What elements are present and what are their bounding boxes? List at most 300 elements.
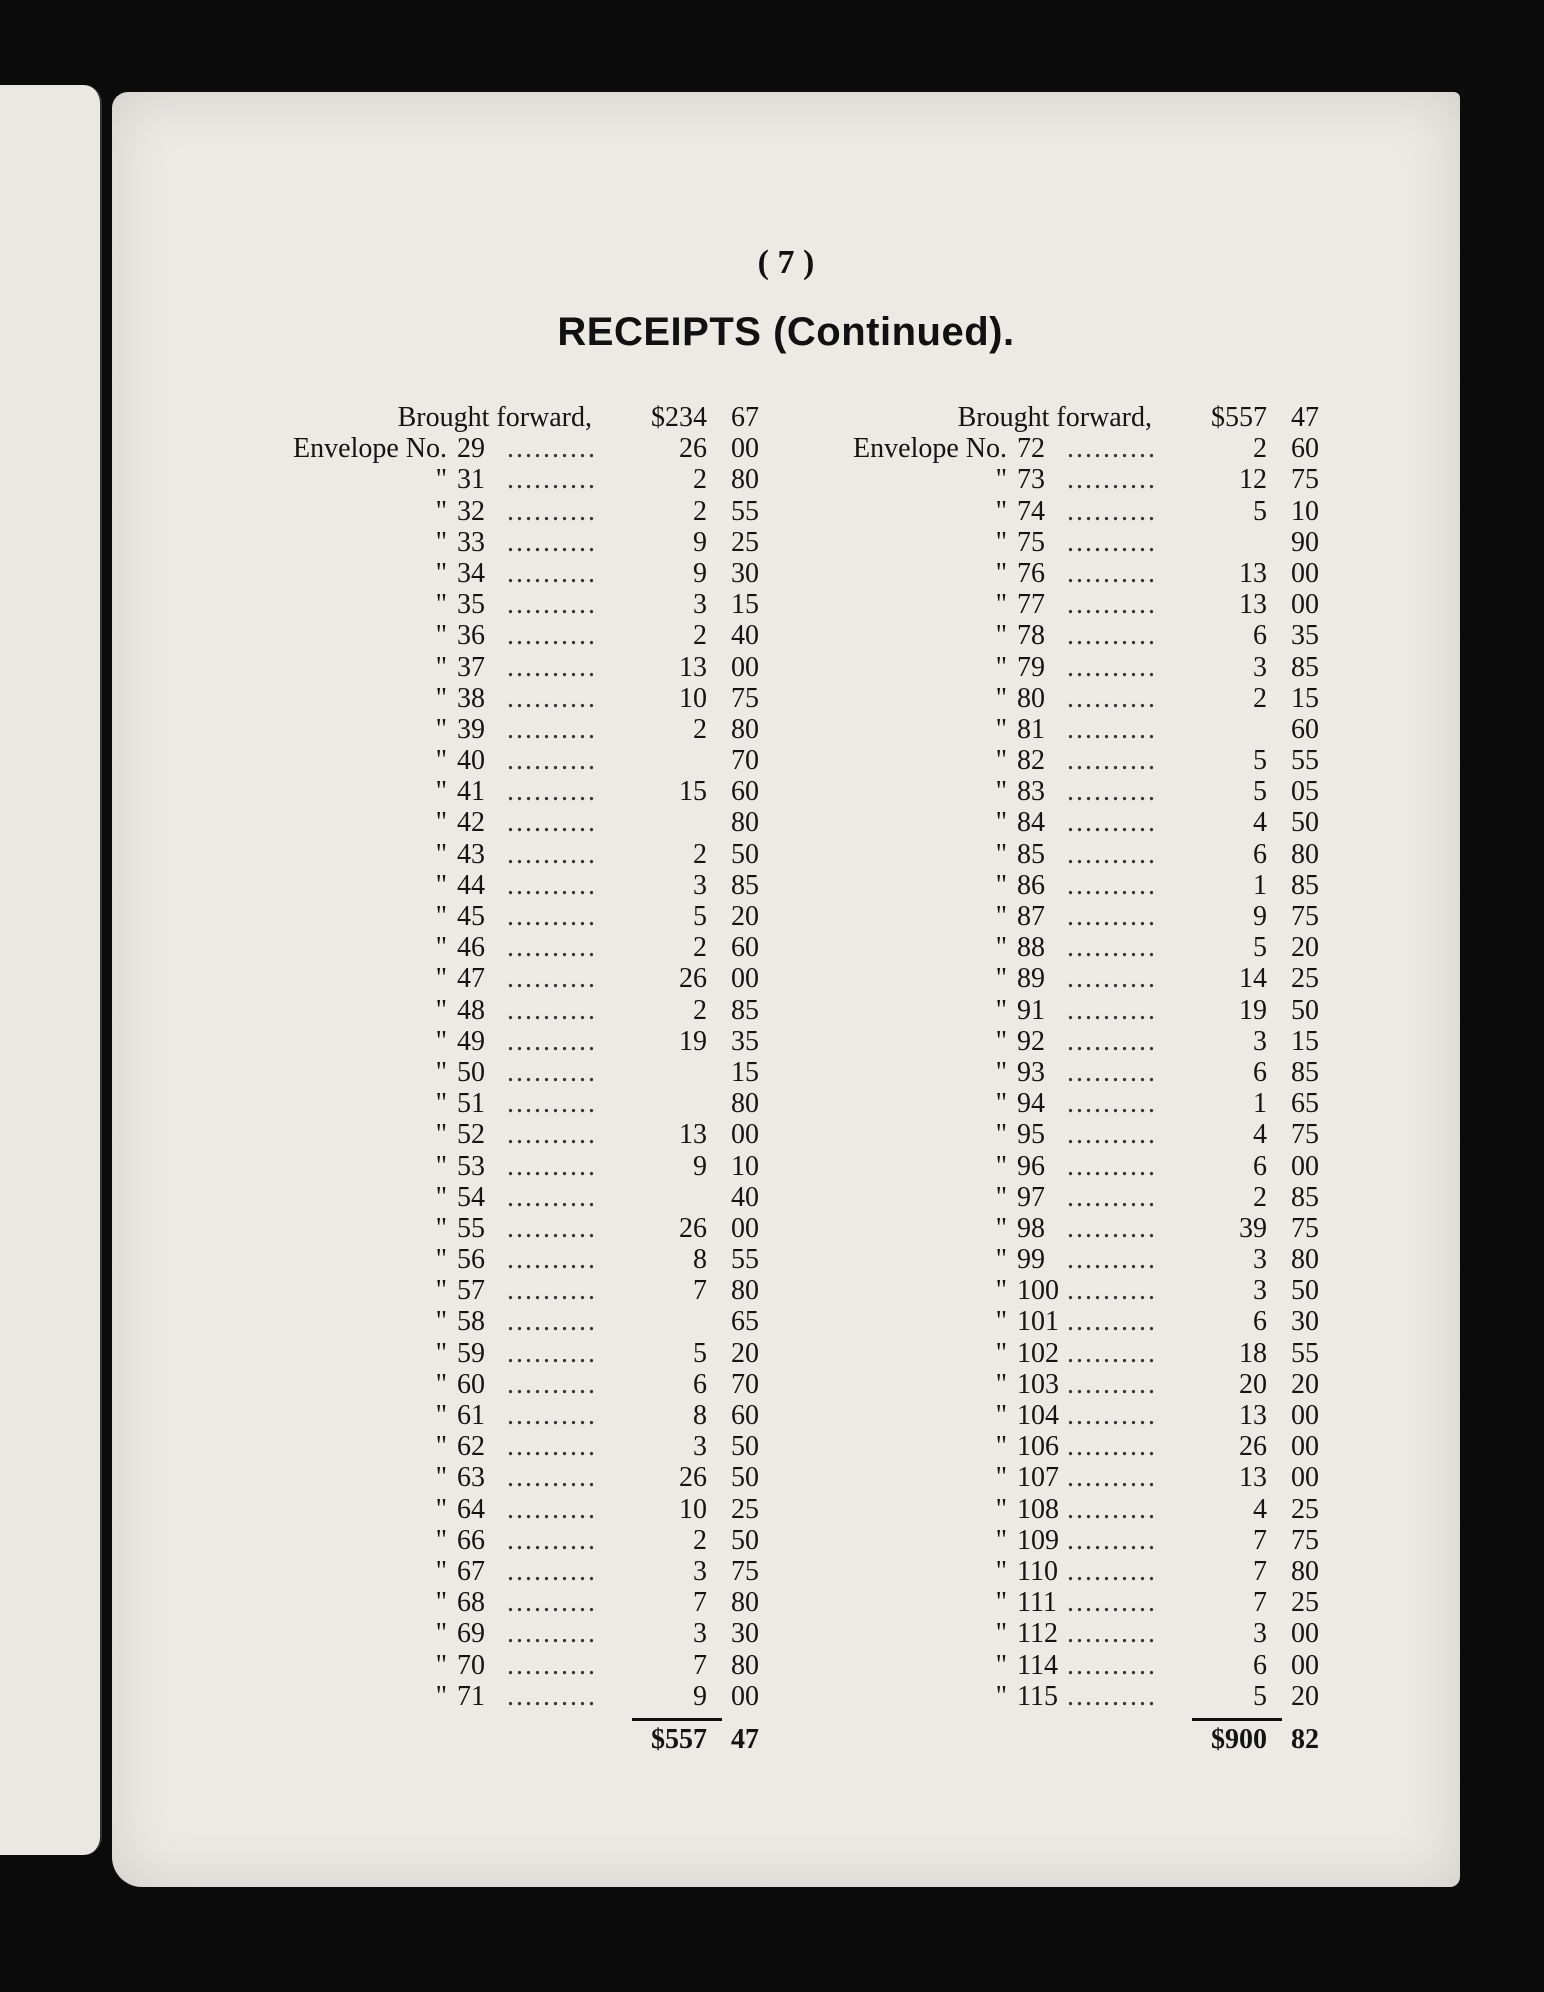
- amount-cents: 80: [731, 1649, 759, 1681]
- envelope-row: [252, 901, 812, 932]
- amount-cents: 60: [1291, 713, 1319, 745]
- envelope-number: 67: [457, 1555, 485, 1587]
- envelope-number: 62: [457, 1431, 485, 1463]
- envelope-number: 49: [457, 1025, 485, 1057]
- amount-cents: 30: [731, 557, 759, 589]
- envelope-row: [812, 1431, 1372, 1462]
- leader-dots: ..........: [507, 1088, 597, 1120]
- amount-cents: 15: [1291, 1025, 1319, 1057]
- leader-dots: ..........: [507, 1493, 597, 1525]
- amount-cents: 00: [731, 433, 759, 465]
- envelope-row: [252, 1587, 812, 1618]
- envelope-label: ": [995, 1337, 1007, 1369]
- leader-dots: ..........: [507, 963, 597, 995]
- total-cents: 47: [731, 1723, 759, 1755]
- envelope-label: ": [435, 1181, 447, 1213]
- document-page: [112, 92, 1460, 1887]
- envelope-number: 96: [1017, 1150, 1045, 1182]
- amount-dollars: 3: [693, 869, 707, 901]
- envelope-label: ": [435, 1368, 447, 1400]
- envelope-row: [812, 963, 1372, 994]
- envelope-row: [812, 1462, 1372, 1493]
- leader-dots: ..........: [507, 1212, 597, 1244]
- amount-cents: 60: [1291, 433, 1319, 465]
- envelope-number: 97: [1017, 1181, 1045, 1213]
- amount-dollars: 6: [1253, 1150, 1267, 1182]
- amount-cents: 65: [1291, 1088, 1319, 1120]
- amount-cents: 00: [731, 1212, 759, 1244]
- envelope-number: 44: [457, 869, 485, 901]
- brought-forward-dollars: $557: [1211, 402, 1267, 433]
- leader-dots: ..........: [1067, 994, 1157, 1026]
- leader-dots: ..........: [507, 1150, 597, 1182]
- amount-dollars: 8: [693, 1400, 707, 1431]
- envelope-number: 37: [457, 651, 485, 683]
- leader-dots: ..........: [507, 557, 597, 589]
- envelope-number: 109: [1017, 1524, 1059, 1556]
- amount-dollars: 9: [693, 526, 707, 558]
- amount-cents: 70: [731, 1368, 759, 1400]
- amount-dollars: 9: [693, 1150, 707, 1182]
- envelope-label: ": [435, 1649, 447, 1681]
- envelope-number: 56: [457, 1244, 485, 1276]
- amount-cents: 30: [731, 1618, 759, 1650]
- amount-cents: 75: [1291, 464, 1319, 496]
- envelope-label: ": [435, 1680, 447, 1712]
- leader-dots: ..........: [1067, 1400, 1157, 1431]
- leader-dots: ..........: [1067, 464, 1157, 496]
- leader-dots: ..........: [1067, 807, 1157, 839]
- envelope-row: [252, 1650, 812, 1681]
- leader-dots: ..........: [507, 745, 597, 777]
- envelope-row: [252, 1369, 812, 1400]
- amount-dollars: 14: [1239, 963, 1267, 995]
- leader-dots: ..........: [1067, 589, 1157, 621]
- envelope-number: 101: [1017, 1306, 1059, 1338]
- amount-dollars: 7: [1253, 1555, 1267, 1587]
- leader-dots: ..........: [1067, 713, 1157, 745]
- leader-dots: ..........: [507, 713, 597, 745]
- leader-dots: ..........: [1067, 776, 1157, 808]
- envelope-row: [252, 433, 812, 464]
- amount-dollars: 13: [679, 1119, 707, 1151]
- leader-dots: ..........: [1067, 1649, 1157, 1681]
- leader-dots: ..........: [1067, 1212, 1157, 1244]
- amount-cents: 55: [731, 495, 759, 527]
- envelope-label: ": [435, 1119, 447, 1151]
- envelope-row: [812, 839, 1372, 870]
- envelope-number: 103: [1017, 1368, 1059, 1400]
- envelope-number: 48: [457, 994, 485, 1026]
- envelope-number: 38: [457, 682, 485, 714]
- leader-dots: ..........: [1067, 869, 1157, 901]
- envelope-label: ": [435, 932, 447, 964]
- envelope-label: ": [435, 1056, 447, 1088]
- envelope-label: ": [995, 526, 1007, 558]
- envelope-row: [252, 1213, 812, 1244]
- leader-dots: ..........: [1067, 1056, 1157, 1088]
- envelope-row: [812, 776, 1372, 807]
- envelope-label: ": [995, 682, 1007, 714]
- leader-dots: ..........: [507, 1462, 597, 1494]
- envelope-number: 102: [1017, 1337, 1059, 1369]
- envelope-number: 78: [1017, 620, 1045, 652]
- total-row: [252, 1724, 812, 1755]
- envelope-label: ": [435, 1337, 447, 1369]
- envelope-number: 50: [457, 1056, 485, 1088]
- amount-cents: 75: [731, 1555, 759, 1587]
- amount-dollars: 3: [1253, 651, 1267, 683]
- leader-dots: ..........: [507, 838, 597, 870]
- envelope-row: [252, 620, 812, 651]
- leader-dots: ..........: [1067, 1337, 1157, 1369]
- envelope-row: [812, 1275, 1372, 1306]
- envelope-row: [252, 1057, 812, 1088]
- envelope-row: [812, 1400, 1372, 1431]
- envelope-row: [252, 496, 812, 527]
- envelope-label: ": [995, 1555, 1007, 1587]
- envelope-row: [252, 1275, 812, 1306]
- envelope-number: 59: [457, 1337, 485, 1369]
- envelope-row: [812, 932, 1372, 963]
- envelope-number: 53: [457, 1150, 485, 1182]
- envelope-label: ": [435, 1150, 447, 1182]
- envelope-row: [252, 1494, 812, 1525]
- leader-dots: ..........: [1067, 1088, 1157, 1120]
- leader-dots: ..........: [1067, 1025, 1157, 1057]
- envelope-label: ": [435, 464, 447, 496]
- amount-cents: 85: [731, 994, 759, 1026]
- envelope-label: ": [435, 589, 447, 621]
- amount-cents: 60: [731, 932, 759, 964]
- leader-dots: ..........: [507, 1524, 597, 1556]
- envelope-label: ": [435, 651, 447, 683]
- leader-dots: ..........: [1067, 1368, 1157, 1400]
- envelope-label: ": [995, 1680, 1007, 1712]
- amount-dollars: 2: [693, 620, 707, 652]
- envelope-row: [812, 1119, 1372, 1150]
- envelope-number: 110: [1017, 1555, 1058, 1587]
- envelope-label: ": [995, 1368, 1007, 1400]
- amount-dollars: 2: [693, 994, 707, 1026]
- amount-dollars: 2: [693, 838, 707, 870]
- envelope-row: [812, 1525, 1372, 1556]
- amount-dollars: 3: [693, 1555, 707, 1587]
- page-number: ( 7 ): [757, 244, 815, 281]
- envelope-number: 42: [457, 807, 485, 839]
- amount-cents: 75: [1291, 1119, 1319, 1151]
- amount-cents: 00: [731, 651, 759, 683]
- envelope-number: 80: [1017, 682, 1045, 714]
- envelope-label: ": [995, 495, 1007, 527]
- amount-dollars: 6: [1253, 1056, 1267, 1088]
- envelope-number: 36: [457, 620, 485, 652]
- envelope-label: ": [995, 1275, 1007, 1307]
- envelope-number: 94: [1017, 1088, 1045, 1120]
- envelope-number: 57: [457, 1275, 485, 1307]
- amount-dollars: 26: [679, 1462, 707, 1494]
- facing-page-edge: [0, 85, 102, 1855]
- envelope-label: ": [995, 1618, 1007, 1650]
- amount-dollars: 2: [693, 1524, 707, 1556]
- envelope-row: [252, 1151, 812, 1182]
- amount-dollars: 5: [1253, 776, 1267, 808]
- amount-cents: 35: [1291, 620, 1319, 652]
- amount-cents: 50: [1291, 994, 1319, 1026]
- amount-cents: 75: [1291, 1212, 1319, 1244]
- envelope-row: [252, 1306, 812, 1337]
- leader-dots: ..........: [507, 1649, 597, 1681]
- envelope-label: ": [435, 620, 447, 652]
- envelope-number: 77: [1017, 589, 1045, 621]
- envelope-row: [812, 652, 1372, 683]
- amount-cents: 15: [731, 1056, 759, 1088]
- amount-cents: 00: [1291, 1618, 1319, 1650]
- envelope-number: 114: [1017, 1649, 1058, 1681]
- amount-cents: 25: [1291, 963, 1319, 995]
- leader-dots: ..........: [1067, 620, 1157, 652]
- envelope-row: [812, 1369, 1372, 1400]
- envelope-row: [252, 1462, 812, 1493]
- amount-cents: 00: [1291, 1400, 1319, 1431]
- envelope-row: [252, 839, 812, 870]
- amount-dollars: 3: [1253, 1618, 1267, 1650]
- amount-cents: 50: [731, 838, 759, 870]
- leader-dots: ..........: [1067, 682, 1157, 714]
- leader-dots: ..........: [507, 1119, 597, 1151]
- envelope-number: 89: [1017, 963, 1045, 995]
- envelope-label: ": [995, 464, 1007, 496]
- amount-cents: 60: [731, 1400, 759, 1431]
- amount-dollars: 19: [1239, 994, 1267, 1026]
- amount-dollars: 3: [1253, 1025, 1267, 1057]
- envelope-label: ": [995, 589, 1007, 621]
- envelope-label: ": [995, 1306, 1007, 1338]
- leader-dots: ..........: [507, 1618, 597, 1650]
- leader-dots: ..........: [507, 1056, 597, 1088]
- amount-dollars: 12: [1239, 464, 1267, 496]
- envelope-row: [812, 1182, 1372, 1213]
- envelope-row: [812, 1306, 1372, 1337]
- amount-dollars: 18: [1239, 1337, 1267, 1369]
- total-rule: [1192, 1718, 1282, 1721]
- amount-cents: 10: [731, 1150, 759, 1182]
- envelope-row: [812, 807, 1372, 838]
- amount-dollars: 4: [1253, 1119, 1267, 1151]
- envelope-number: 64: [457, 1493, 485, 1525]
- leader-dots: ..........: [1067, 433, 1157, 465]
- amount-dollars: 6: [1253, 1306, 1267, 1338]
- envelope-label: Envelope No.: [853, 433, 1007, 465]
- envelope-row: [812, 620, 1372, 651]
- envelope-row: [252, 1026, 812, 1057]
- leader-dots: ..........: [507, 1680, 597, 1712]
- amount-cents: 20: [1291, 932, 1319, 964]
- amount-cents: 50: [1291, 1275, 1319, 1307]
- amount-cents: 50: [731, 1524, 759, 1556]
- amount-dollars: 7: [1253, 1524, 1267, 1556]
- envelope-label: ": [995, 807, 1007, 839]
- amount-cents: 00: [731, 1680, 759, 1712]
- amount-cents: 25: [1291, 1493, 1319, 1525]
- envelope-row: [252, 745, 812, 776]
- envelope-row: [252, 558, 812, 589]
- envelope-row: [812, 1057, 1372, 1088]
- leader-dots: ..........: [507, 526, 597, 558]
- brought-forward-cents: 67: [731, 402, 759, 433]
- amount-cents: 60: [731, 776, 759, 808]
- envelope-row: [812, 1338, 1372, 1369]
- envelope-label: ": [435, 557, 447, 589]
- envelope-number: 55: [457, 1212, 485, 1244]
- brought-forward-row: [252, 402, 812, 433]
- envelope-label: ": [435, 963, 447, 995]
- leader-dots: ..........: [507, 994, 597, 1026]
- envelope-label: ": [435, 1431, 447, 1463]
- amount-dollars: 6: [693, 1368, 707, 1400]
- envelope-number: 70: [457, 1649, 485, 1681]
- envelope-number: 108: [1017, 1493, 1059, 1525]
- amount-dollars: 3: [693, 1431, 707, 1463]
- receipts-column-right: [812, 402, 1372, 1755]
- amount-dollars: 7: [1253, 1587, 1267, 1619]
- envelope-label: ": [435, 901, 447, 932]
- envelope-label: ": [995, 932, 1007, 964]
- envelope-label: ": [435, 1524, 447, 1556]
- envelope-number: 71: [457, 1680, 485, 1712]
- envelope-number: 93: [1017, 1056, 1045, 1088]
- envelope-label: ": [435, 1493, 447, 1525]
- envelope-label: ": [995, 651, 1007, 683]
- envelope-number: 60: [457, 1368, 485, 1400]
- amount-cents: 00: [731, 963, 759, 995]
- amount-cents: 35: [731, 1025, 759, 1057]
- envelope-label: ": [995, 1088, 1007, 1120]
- leader-dots: ..........: [507, 776, 597, 808]
- envelope-label: ": [435, 1618, 447, 1650]
- amount-dollars: 9: [693, 557, 707, 589]
- envelope-label: ": [435, 838, 447, 870]
- envelope-row: [812, 589, 1372, 620]
- amount-cents: 30: [1291, 1306, 1319, 1338]
- leader-dots: ..........: [507, 1431, 597, 1463]
- amount-dollars: 6: [1253, 838, 1267, 870]
- leader-dots: ..........: [507, 1368, 597, 1400]
- amount-dollars: 19: [679, 1025, 707, 1057]
- amount-cents: 50: [731, 1431, 759, 1463]
- envelope-number: 31: [457, 464, 485, 496]
- envelope-number: 91: [1017, 994, 1045, 1026]
- envelope-label: ": [435, 682, 447, 714]
- amount-cents: 15: [1291, 682, 1319, 714]
- envelope-number: 72: [1017, 433, 1045, 465]
- envelope-label: ": [995, 1524, 1007, 1556]
- leader-dots: ..........: [1067, 932, 1157, 964]
- envelope-number: 111: [1017, 1587, 1057, 1619]
- amount-dollars: 13: [1239, 589, 1267, 621]
- envelope-number: 85: [1017, 838, 1045, 870]
- envelope-row: [812, 527, 1372, 558]
- envelope-row: [812, 464, 1372, 495]
- envelope-number: 86: [1017, 869, 1045, 901]
- amount-cents: 75: [1291, 1524, 1319, 1556]
- envelope-row: [812, 714, 1372, 745]
- leader-dots: ..........: [1067, 557, 1157, 589]
- amount-dollars: 3: [693, 589, 707, 621]
- envelope-row: [252, 807, 812, 838]
- leader-dots: ..........: [507, 589, 597, 621]
- envelope-number: 76: [1017, 557, 1045, 589]
- amount-dollars: 2: [693, 464, 707, 496]
- envelope-row: [252, 1119, 812, 1150]
- amount-cents: 00: [1291, 589, 1319, 621]
- leader-dots: ..........: [1067, 1555, 1157, 1587]
- amount-dollars: 15: [679, 776, 707, 808]
- amount-cents: 75: [1291, 901, 1319, 932]
- envelope-number: 104: [1017, 1400, 1059, 1431]
- envelope-number: 34: [457, 557, 485, 589]
- amount-cents: 85: [1291, 1056, 1319, 1088]
- amount-cents: 75: [731, 682, 759, 714]
- envelope-row: [812, 1587, 1372, 1618]
- envelope-label: ": [995, 994, 1007, 1026]
- amount-dollars: 6: [1253, 1649, 1267, 1681]
- envelope-number: 115: [1017, 1680, 1058, 1712]
- envelope-number: 47: [457, 963, 485, 995]
- envelope-number: 83: [1017, 776, 1045, 808]
- amount-cents: 20: [731, 1337, 759, 1369]
- envelope-label: ": [435, 1025, 447, 1057]
- total-rule-row: [812, 1712, 1372, 1724]
- amount-dollars: 20: [1239, 1368, 1267, 1400]
- amount-dollars: 3: [1253, 1244, 1267, 1276]
- amount-cents: 50: [1291, 807, 1319, 839]
- envelope-row: [252, 963, 812, 994]
- amount-dollars: 13: [1239, 1462, 1267, 1494]
- envelope-label: ": [995, 1400, 1007, 1431]
- envelope-label: ": [435, 1306, 447, 1338]
- envelope-number: 41: [457, 776, 485, 808]
- amount-cents: 00: [731, 1119, 759, 1151]
- envelope-number: 45: [457, 901, 485, 932]
- leader-dots: ..........: [507, 869, 597, 901]
- leader-dots: ..........: [1067, 901, 1157, 932]
- leader-dots: ..........: [1067, 495, 1157, 527]
- amount-dollars: 5: [1253, 495, 1267, 527]
- leader-dots: ..........: [1067, 1462, 1157, 1494]
- amount-cents: 00: [1291, 1431, 1319, 1463]
- envelope-label: ": [435, 1275, 447, 1307]
- envelope-row: [812, 1650, 1372, 1681]
- amount-dollars: 5: [1253, 932, 1267, 964]
- amount-dollars: 3: [693, 1618, 707, 1650]
- envelope-label: ": [435, 713, 447, 745]
- envelope-label: ": [995, 1431, 1007, 1463]
- leader-dots: ..........: [507, 495, 597, 527]
- envelope-label: ": [435, 776, 447, 808]
- envelope-number: 46: [457, 932, 485, 964]
- amount-cents: 40: [731, 1181, 759, 1213]
- envelope-row: [252, 932, 812, 963]
- envelope-label: ": [995, 776, 1007, 808]
- envelope-label: Envelope No.: [293, 433, 447, 465]
- amount-cents: 55: [731, 1244, 759, 1276]
- brought-forward-label: Brought forward,: [397, 402, 592, 433]
- envelope-number: 74: [1017, 495, 1045, 527]
- amount-cents: 85: [1291, 1181, 1319, 1213]
- amount-dollars: 5: [1253, 1680, 1267, 1712]
- leader-dots: ..........: [507, 1555, 597, 1587]
